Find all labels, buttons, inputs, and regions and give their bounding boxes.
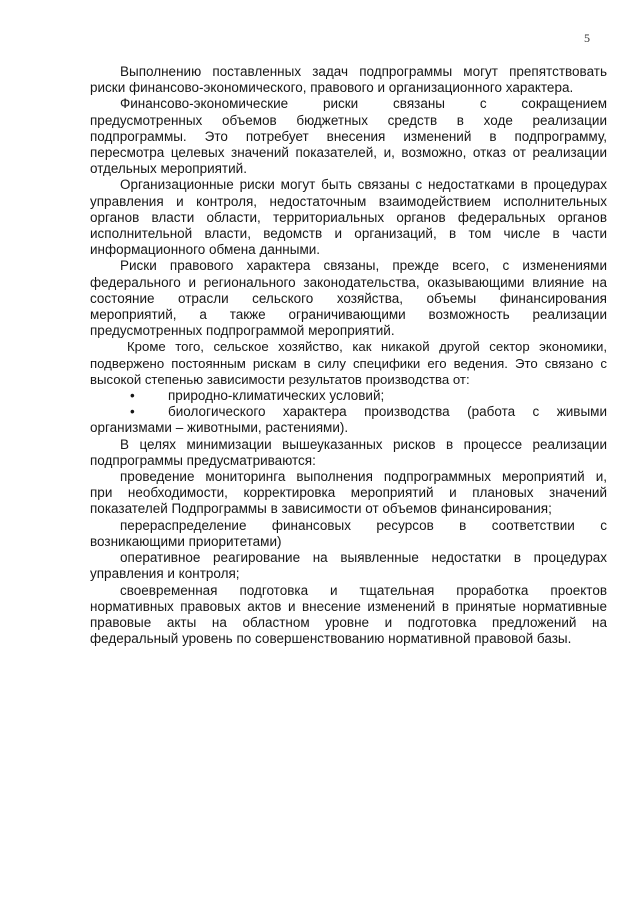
text-line: подпрограммы. Это потребует внесения изменений в подпрограмму,: [90, 128, 607, 144]
text-line: мероприятий, а также ограничивающими возможность реализации: [90, 307, 607, 323]
text-line: управления и контроля;: [90, 566, 240, 582]
paragraph-organizational-risks: [90, 177, 607, 258]
paragraph-financial-risks: [90, 96, 607, 177]
text-line: нормативных правовых актов и внесение изменений в принятые нормативные: [90, 598, 607, 614]
text-line: показателей Подпрограммы в зависимости от объемов финансирования;: [90, 501, 552, 517]
text-line: федеральный уровень по совершенствованию нормативной правовой базы.: [90, 631, 572, 647]
bullet-list: [90, 388, 607, 437]
text-line: федерального и регионального законодательства, оказывающими влияние на: [90, 274, 607, 290]
text-line: при необходимости, корректировка мероприятий и плановых значений: [90, 485, 607, 501]
text-line: Финансово-экономические риски связаны с сокращением: [120, 96, 607, 112]
bullet-icon: •: [130, 404, 135, 420]
text-line: возникающими приоритетами): [90, 533, 282, 549]
text-line: подпрограммы предусматриваются:: [90, 452, 316, 468]
text-line: оперативное реагирование на выявленные недостатки в процедурах: [120, 550, 607, 566]
text-line: органов власти области, территориальных органов федеральных органов: [90, 209, 607, 225]
paragraph-monitoring: [90, 469, 607, 518]
text-line: Риски правового характера связаны, прежде всего, с изменениями: [120, 258, 607, 274]
text-line: [90, 388, 607, 404]
text-line: В целях минимизации вышеуказанных рисков в процессе реализации: [120, 436, 607, 452]
bullet-icon: •: [130, 388, 135, 404]
list-item-text: биологического характера производства (работа с живыми: [168, 404, 607, 420]
text-line: подвержено постоянным рискам в силу специфики его ведения. Это связано с: [90, 355, 607, 371]
text-line: информационного обмена данными.: [90, 242, 321, 258]
document-body: [90, 64, 607, 647]
page-number: 5: [584, 31, 590, 45]
text-line: проведение мониторинга выполнения подпрограммных мероприятий и,: [120, 469, 607, 485]
paragraph-mitigation-intro: [90, 437, 607, 469]
text-line: предусмотренных подпрограммой мероприятий.: [90, 323, 395, 339]
text-line: риски финансово-экономического, правового и организационного характера.: [90, 80, 574, 96]
text-line: исполнительной власти, ведомств и организаций, в том числе в части: [90, 226, 607, 242]
paragraph-legal-risks: [90, 258, 607, 339]
list-item: [90, 404, 607, 436]
text-line: Кроме того, сельское хозяйство, как никакой другой сектор экономики,: [127, 339, 607, 355]
text-line: организмами – животными, растениями).: [90, 420, 349, 436]
list-item: [90, 388, 607, 404]
text-line: высокой степенью зависимости результатов производства от:: [90, 371, 470, 387]
paragraph-legislation: [90, 583, 607, 648]
paragraph-response: [90, 550, 607, 582]
paragraph-risks-intro: [90, 64, 607, 96]
text-line: перераспределение финансовых ресурсов в соответствии с: [120, 517, 607, 533]
list-item-text: природно-климатических условий;: [168, 388, 385, 404]
text-line: своевременная подготовка и тщательная проработка проектов: [120, 582, 607, 598]
text-line: состояние отрасли сельского хозяйства, объемы финансирования: [90, 290, 607, 306]
text-line: отдельных мероприятий.: [90, 161, 247, 177]
paragraph-redistribution: [90, 518, 607, 550]
paragraph-agriculture-risks: [90, 339, 607, 388]
text-line: [90, 404, 607, 420]
text-line: Организационные риски могут быть связаны с недостатками в процедурах: [120, 177, 607, 193]
text-line: Выполнению поставленных задач подпрограммы могут препятствовать: [120, 64, 607, 79]
text-line: предусмотренных объемов бюджетных средств в ходе реализации: [90, 112, 607, 128]
text-line: пересмотра целевых значений показателей, и, возможно, отказ от реализации: [90, 145, 607, 161]
text-line: управления и контроля, недостаточным взаимодействием исполнительных: [90, 193, 607, 209]
text-line: правовые акты на областном уровне и подготовка предложений на: [90, 614, 607, 630]
